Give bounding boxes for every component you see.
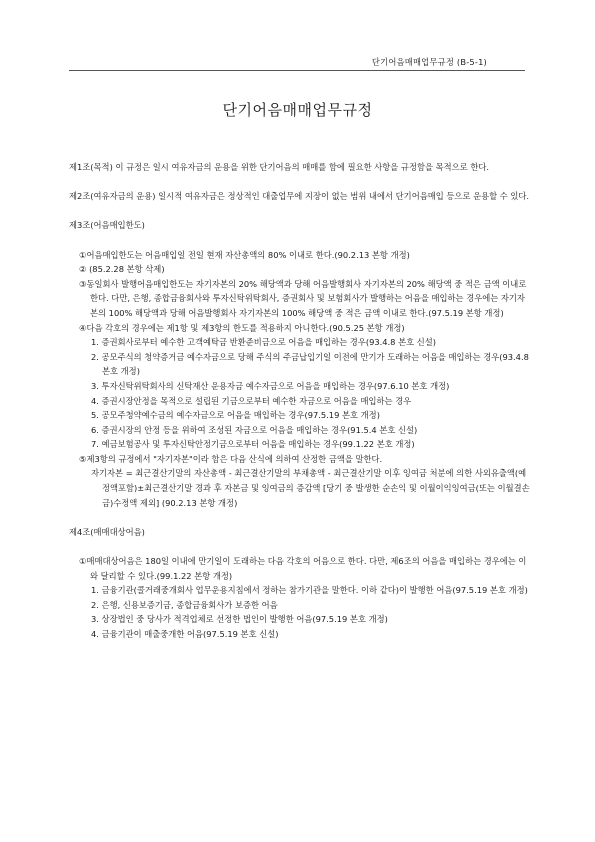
header-divider (69, 70, 525, 71)
list-item: 7. 예금보험공사 및 투자신탁안정기금으로부터 어음을 매입하는 경우(99.1.22 본호 개정) (91, 439, 415, 450)
article-3-heading: 제3조(어음매입한도) (69, 220, 145, 231)
document-body (69, 160, 531, 642)
document-reference: 단기어음매매업무규정 (B-5-1) (371, 57, 487, 67)
list-item: 2. 은행, 신용보증기금, 종합금융회사가 보증한 어음 (91, 599, 278, 610)
list-item: 4. 금융기관이 매출중개한 어음(97.5.19 본호 신설) (91, 629, 279, 639)
article-3-paragraph-2: ② (85.2.28 본항 삭제) (79, 264, 165, 275)
article-3-paragraph-1: ①어음매입한도는 어음매입일 전일 현재 자산총액의 80% 이내로 한다.(90.2.13 본항 개정) (79, 249, 410, 260)
list-item: 4. 증권시장안정을 목적으로 설립된 기금으로부터 예수한 자금으로 어음을 매입하는 경우 (91, 395, 412, 406)
list-item: 1. 금융기관(콜거래중개회사 업무운용지침에서 정하는 참가기관을 말한다. 이하 같다)이 발행한 어음(97.5.19 본호 개정) (91, 585, 528, 596)
list-item: 3. 투자신탁위탁회사의 신탁재산 운용자금 예수자금으로 어음을 매입하는 경우(97.6.10 본호 개정) (91, 380, 450, 391)
list-item: 6. 증권시장의 안정 등을 위하여 조성된 자금으로 어음을 매입하는 경우(91.5.4 본호 신설) (91, 424, 418, 435)
article-3 (69, 218, 531, 510)
list-item: 1. 증권회사로부터 예수한 고객예탁금 반환준비금으로 어음을 매입하는 경우(93.4.8 본호 신설) (91, 337, 437, 348)
document-title: 단기어음매매업무규정 (222, 101, 373, 119)
article-2: 제2조(여유자금의 운용) 일시적 여유자금은 정상적인 대출업무에 지장이 없는 범위 내에서 단기어음매입 등으로 운용할 수 있다. (69, 191, 530, 202)
article-3-paragraph-5: ⑤제3항의 규정에서 "자기자본"이라 함은 다음 산식에 의하여 산정한 금액을 말한다. (79, 453, 383, 464)
equity-formula: 자기자본 = 최근결산기말의 자산총액 - 최근결산기말의 부채총액 - 최근결산기말 이후 잉여금 처분에 의한 사외유출액(예정액포함)±최근결산기말 경과 후 자본금 및 잉여금의 증감액 [당기 중 발생한 순손익 및 이월이익잉여금(또는 이월결손금)수정액 제외] (90.2.13 본항 개정) (91, 468, 530, 508)
list-item: 5. 공모주청약예수금의 예수자금으로 어음을 매입하는 경우(97.5.19 본호 개정) (91, 410, 380, 421)
article-4 (69, 525, 531, 642)
list-item: 3. 상장법인 중 당사가 적격업체로 선정한 법인이 발행한 어음(97.5.19 본호 개정) (91, 614, 388, 625)
article-3-paragraph-4: ④다음 각호의 경우에는 제1항 및 제3항의 한도를 적용하지 아니한다.(90.5.25 본항 개정) (79, 322, 405, 333)
article-1: 제1조(목적) 이 규정은 일시 여유자금의 운용을 위한 단기어음의 매매를 함에 필요한 사항을 규정함을 목적으로 한다. (69, 162, 489, 172)
article-4-paragraph-1: ①매매대상어음은 180일 이내에 만기일이 도래하는 다음 각호의 어음으로 한다. 다만, 제6조의 어음을 매입하는 경우에는 이와 달리할 수 있다.(99.1.22 본항 개정) (79, 556, 527, 581)
article-4-heading: 제4조(매매대상어음) (69, 526, 145, 537)
article-3-paragraph-3: ③동일회사 발행어음매입한도는 자기자본의 20% 해당액과 당해 어음발행회사 자기자본의 20% 해당액 중 적은 금액 이내로 한다. 다만, 은행, 종합금융회사와 투자신탁위탁회사, 증권회사 및 보험회사가 발행하는 어음을 매입하는 경우에는 자기자본의 100% 해당액과 당해 어음발행회사 자기자본의 100% 해당액 중 적은 금액 이내로 한다.(97.5.19 본항 개정) (79, 278, 527, 318)
list-item: 2. 공모주식의 청약증거금 예수자금으로 당해 주식의 주금납입기일 이전에 만기가 도래하는 어음을 매입하는 경우(93.4.8 본호 개정) (91, 351, 529, 377)
